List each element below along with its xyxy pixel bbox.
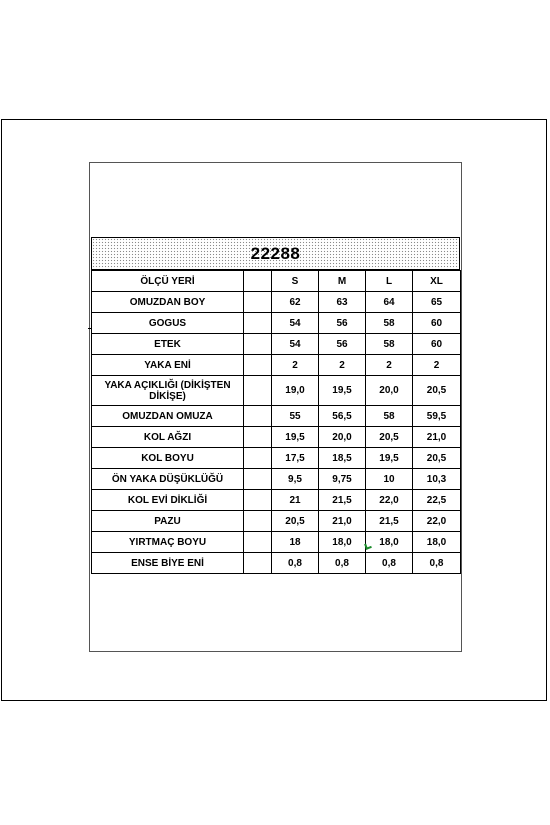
value-size-s: 19,0 [272, 376, 319, 406]
value-size-xl: 60 [413, 334, 461, 355]
blank-cell [244, 427, 272, 448]
measure-name: ETEK [92, 334, 244, 355]
value-size-s: 62 [272, 292, 319, 313]
value-size-l: 2 [366, 355, 413, 376]
measure-name: KOL BOYU [92, 448, 244, 469]
value-size-m: 0,8 [319, 553, 366, 574]
value-size-m: 20,0 [319, 427, 366, 448]
value-size-s: 0,8 [272, 553, 319, 574]
header-size-xl: XL [413, 271, 461, 292]
value-size-l: 58 [366, 313, 413, 334]
measure-name: YIRTMAÇ BOYU [92, 532, 244, 553]
table-header-row [92, 271, 461, 292]
value-size-l: 18,0 [366, 532, 413, 553]
blank-cell [244, 376, 272, 406]
blank-cell [244, 292, 272, 313]
value-size-l: 20,5 [366, 427, 413, 448]
value-size-s: 18 [272, 532, 319, 553]
header-size-l: L [366, 271, 413, 292]
value-size-xl: 10,3 [413, 469, 461, 490]
header-measure-label: ÖLÇÜ YERİ [92, 271, 244, 292]
table-row [92, 553, 461, 574]
value-size-m: 9,75 [319, 469, 366, 490]
table-row [92, 448, 461, 469]
blank-cell [244, 406, 272, 427]
blank-cell [244, 553, 272, 574]
measure-name: ÖN YAKA DÜŞÜKLÜĞÜ [92, 469, 244, 490]
measure-name: KOL EVİ DİKLİĞİ [92, 490, 244, 511]
table-row [92, 355, 461, 376]
value-size-s: 17,5 [272, 448, 319, 469]
table-row [92, 490, 461, 511]
header-blank-cell [244, 271, 272, 292]
value-size-s: 54 [272, 334, 319, 355]
measure-name: OMUZDAN BOY [92, 292, 244, 313]
value-size-l: 64 [366, 292, 413, 313]
value-size-m: 18,5 [319, 448, 366, 469]
blank-cell [244, 532, 272, 553]
value-size-s: 54 [272, 313, 319, 334]
value-size-l: 10 [366, 469, 413, 490]
measure-name: KOL AĞZI [92, 427, 244, 448]
table-row [92, 469, 461, 490]
value-size-xl: 65 [413, 292, 461, 313]
value-size-l: 58 [366, 334, 413, 355]
table-row [92, 406, 461, 427]
blank-cell [244, 490, 272, 511]
value-size-m: 2 [319, 355, 366, 376]
value-size-l: 22,0 [366, 490, 413, 511]
table-row [92, 427, 461, 448]
value-size-l: 0,8 [366, 553, 413, 574]
value-size-l: 21,5 [366, 511, 413, 532]
value-size-xl: 20,5 [413, 376, 461, 406]
table-row [92, 511, 461, 532]
blank-cell [244, 334, 272, 355]
table-row [92, 292, 461, 313]
value-size-m: 21,5 [319, 490, 366, 511]
value-size-s: 21 [272, 490, 319, 511]
blank-cell [244, 355, 272, 376]
value-size-m: 19,5 [319, 376, 366, 406]
value-size-s: 55 [272, 406, 319, 427]
value-size-xl: 21,0 [413, 427, 461, 448]
header-size-m: M [319, 271, 366, 292]
value-size-xl: 22,5 [413, 490, 461, 511]
value-size-m: 63 [319, 292, 366, 313]
measure-name: GOGUS [92, 313, 244, 334]
value-size-l: 58 [366, 406, 413, 427]
measure-name: YAKA ENİ [92, 355, 244, 376]
value-size-xl: 2 [413, 355, 461, 376]
value-size-xl: 22,0 [413, 511, 461, 532]
measure-name: OMUZDAN OMUZA [92, 406, 244, 427]
blank-cell [244, 313, 272, 334]
value-size-s: 20,5 [272, 511, 319, 532]
value-size-l: 20,0 [366, 376, 413, 406]
blank-cell [244, 448, 272, 469]
value-size-xl: 20,5 [413, 448, 461, 469]
product-code-banner [91, 237, 460, 270]
value-size-s: 2 [272, 355, 319, 376]
table-row [92, 532, 461, 553]
table-row [92, 334, 461, 355]
value-size-l: 19,5 [366, 448, 413, 469]
value-size-s: 9,5 [272, 469, 319, 490]
value-size-xl: 0,8 [413, 553, 461, 574]
value-size-m: 56,5 [319, 406, 366, 427]
measure-name: ENSE BİYE ENİ [92, 553, 244, 574]
value-size-xl: 59,5 [413, 406, 461, 427]
value-size-m: 56 [319, 334, 366, 355]
blank-cell [244, 511, 272, 532]
measure-name: YAKA AÇIKLIĞI (DİKİŞTEN DİKİŞE) [92, 376, 244, 406]
table-row [92, 376, 461, 406]
value-size-s: 19,5 [272, 427, 319, 448]
measure-name: PAZU [92, 511, 244, 532]
product-code: 22288 [250, 243, 301, 263]
value-size-m: 21,0 [319, 511, 366, 532]
blank-cell [244, 469, 272, 490]
value-size-m: 18,0 [319, 532, 366, 553]
value-size-xl: 18,0 [413, 532, 461, 553]
size-table [91, 270, 461, 574]
table-row [92, 313, 461, 334]
value-size-xl: 60 [413, 313, 461, 334]
header-size-s: S [272, 271, 319, 292]
value-size-m: 56 [319, 313, 366, 334]
